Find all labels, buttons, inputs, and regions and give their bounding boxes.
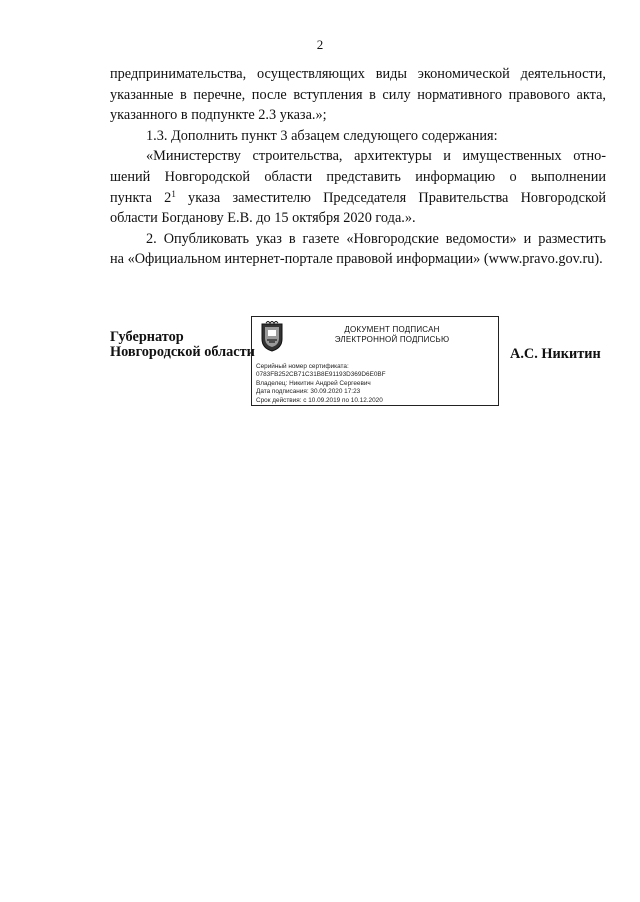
page-number: 2	[316, 37, 324, 52]
paragraph-1-line-1: предпринимательства, осуществляющих виды экономической деятельности,	[110, 66, 606, 82]
signer-name: А.С. Никитин	[510, 346, 601, 362]
paragraph-3-line-2: шений Новгородской области представить информацию о выполнении	[110, 168, 606, 185]
paragraph-1-line-3: указанного в подпункте 2.3 указа.»;	[110, 107, 327, 124]
signer-title-line-1: Губернатор	[110, 329, 184, 345]
electronic-signature-stamp	[251, 316, 499, 406]
paragraph-3-line-4: области Богданову Е.В. до 15 октября 2020 года.».	[110, 210, 416, 227]
certificate-owner: Владелец: Никитин Андрей Сергеевич	[256, 379, 371, 387]
signer-title	[110, 330, 255, 360]
certificate-serial-value: 0783FB252CB71C31B8E91193D369D6E0BF	[256, 371, 386, 379]
paragraph-4-line-2: на «Официальном интернет-портале правовой информации» (www.pravo.gov.ru).	[110, 251, 603, 268]
certificate-validity: Срок действия: с 10.09.2019 по 10.12.2020	[256, 396, 383, 404]
paragraph-1-line-2: указанные в перечне, после вступления в силу нормативного правового акта,	[110, 86, 606, 103]
paragraph-3-line-3-end: указа заместителю Председателя Правительства Новгородской	[175, 189, 607, 206]
stamp-heading-line-2: ЭЛЕКТРОННОЙ ПОДПИСЬЮ	[334, 335, 450, 344]
stamp-heading-line-1: ДОКУМЕНТ ПОДПИСАН	[344, 325, 440, 334]
paragraph-4-line-1: 2. Опубликовать указ в газете «Новгородские ведомости» и разместить	[146, 230, 606, 247]
stamp-heading	[292, 325, 492, 345]
certificate-serial-label: Серийный номер сертификата:	[256, 363, 349, 370]
coat-of-arms-icon	[258, 321, 286, 353]
paragraph-3-line-1: «Министерству строительства, архитектуры и имущественных отно-	[146, 148, 606, 165]
signing-date: Дата подписания: 30.09.2020 17:23	[256, 388, 361, 396]
signer-title-line-2: Новгородской области	[110, 344, 255, 360]
paragraph-3-line-3	[110, 188, 606, 209]
paragraph-2: 1.3. Дополнить пункт 3 абзацем следующего содержания:	[146, 127, 498, 144]
superscript-index: 1	[171, 188, 176, 199]
document-body	[110, 64, 606, 270]
paragraph-3-line-3-start: пункта 2	[110, 189, 172, 206]
stamp-details	[256, 363, 496, 405]
